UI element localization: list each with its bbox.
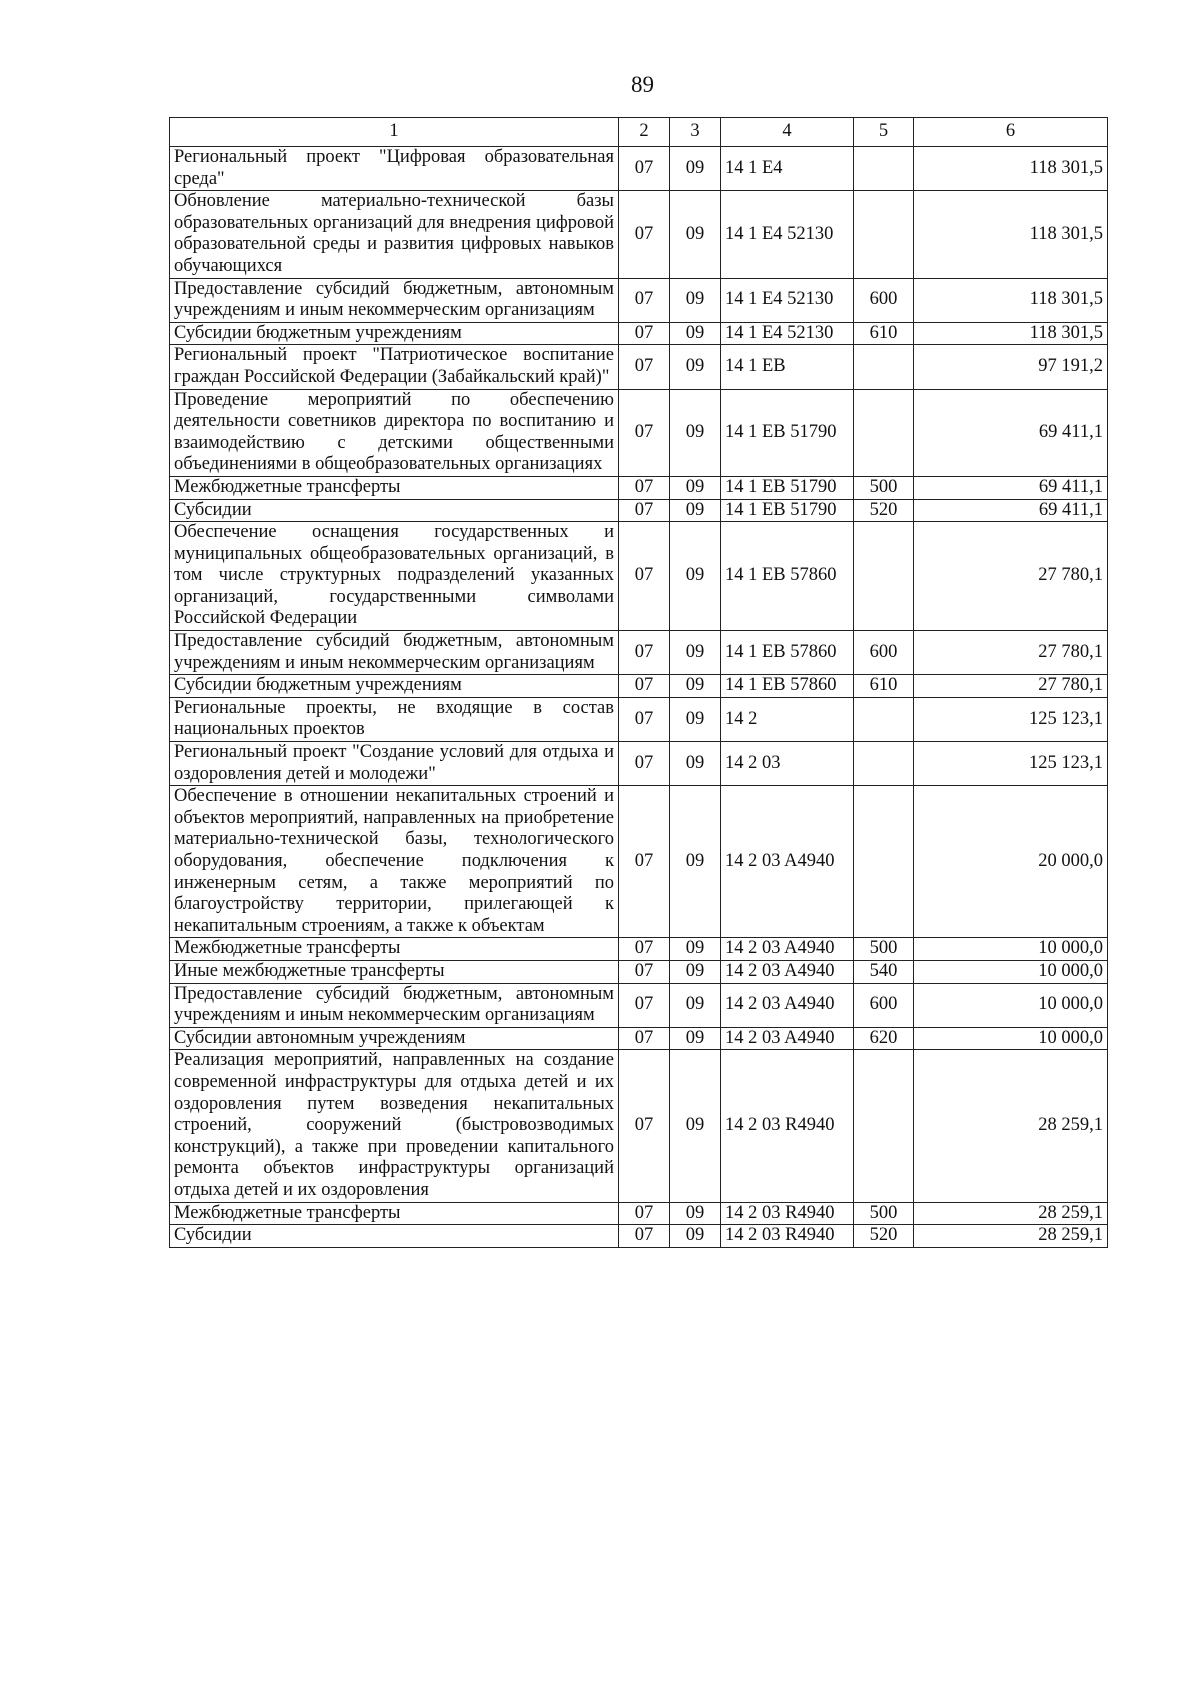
expense-type-code-cell [854, 345, 914, 389]
section-code-cell: 07 [619, 786, 670, 938]
target-article-code-cell: 14 1 EB 57860 [721, 522, 854, 631]
subsection-code-cell: 09 [670, 476, 721, 499]
header-cell-6: 6 [914, 118, 1108, 147]
table-row [170, 631, 1108, 675]
row-name-cell: Обеспечение в отношении некапитальных строений и объектов мероприятий, направленных на приобретение материально-технической базы, технологического оборудования, обеспечение подключения к инженерным сетям, а также мероприятий по благоустройству территории, прилегающей к некапитальным строениям, а также к объектам [170, 786, 619, 938]
section-code-cell: 07 [619, 191, 670, 278]
row-name-cell: Межбюджетные трансферты [170, 938, 619, 961]
target-article-code-cell: 14 2 [721, 697, 854, 741]
subsection-code-cell: 09 [670, 675, 721, 698]
subsection-code-cell: 09 [670, 983, 721, 1027]
header-cell-5: 5 [854, 118, 914, 147]
table-row [170, 960, 1108, 983]
section-code-cell: 07 [619, 742, 670, 786]
row-name-cell: Региональный проект "Патриотическое воспитание граждан Российской Федерации (Забайкальский край)" [170, 345, 619, 389]
target-article-code-cell: 14 1 EB 51790 [721, 389, 854, 476]
row-name-cell: Предоставление субсидий бюджетным, автономным учреждениям и иным некоммерческим организациям [170, 631, 619, 675]
section-code-cell: 07 [619, 389, 670, 476]
table-row [170, 278, 1108, 322]
subsection-code-cell: 09 [670, 1027, 721, 1050]
amount-cell: 118 301,5 [914, 322, 1108, 345]
table-row [170, 476, 1108, 499]
row-name-cell: Межбюджетные трансферты [170, 1202, 619, 1225]
amount-cell: 27 780,1 [914, 675, 1108, 698]
expense-type-code-cell: 540 [854, 960, 914, 983]
section-code-cell: 07 [619, 476, 670, 499]
amount-cell: 28 259,1 [914, 1225, 1108, 1248]
table-row [170, 499, 1108, 522]
amount-cell: 27 780,1 [914, 522, 1108, 631]
subsection-code-cell: 09 [670, 697, 721, 741]
row-name-cell: Реализация мероприятий, направленных на создание современной инфраструктуры для отдыха детей и их оздоровления путем возведения некапитальных строений, сооружений (быстровозводимых конструкций), а также при проведении капитального ремонта объектов инфраструктуры организаций отдыха детей и их оздоровления [170, 1050, 619, 1202]
subsection-code-cell: 09 [670, 389, 721, 476]
row-name-cell: Региональный проект "Создание условий для отдыха и оздоровления детей и молодежи" [170, 742, 619, 786]
expense-type-code-cell: 600 [854, 631, 914, 675]
target-article-code-cell: 14 2 03 R4940 [721, 1050, 854, 1202]
section-code-cell: 07 [619, 1225, 670, 1248]
section-code-cell: 07 [619, 675, 670, 698]
table-row [170, 1027, 1108, 1050]
table-row [170, 322, 1108, 345]
header-cell-3: 3 [670, 118, 721, 147]
expense-type-code-cell: 600 [854, 278, 914, 322]
amount-cell: 27 780,1 [914, 631, 1108, 675]
section-code-cell: 07 [619, 983, 670, 1027]
subsection-code-cell: 09 [670, 345, 721, 389]
subsection-code-cell: 09 [670, 786, 721, 938]
table-row [170, 1050, 1108, 1202]
section-code-cell: 07 [619, 147, 670, 191]
target-article-code-cell: 14 2 03 R4940 [721, 1225, 854, 1248]
table-row [170, 697, 1108, 741]
subsection-code-cell: 09 [670, 1225, 721, 1248]
expense-type-code-cell [854, 389, 914, 476]
amount-cell: 28 259,1 [914, 1050, 1108, 1202]
amount-cell: 125 123,1 [914, 742, 1108, 786]
target-article-code-cell: 14 1 E4 52130 [721, 191, 854, 278]
section-code-cell: 07 [619, 1027, 670, 1050]
section-code-cell: 07 [619, 938, 670, 961]
target-article-code-cell: 14 2 03 A4940 [721, 983, 854, 1027]
expense-type-code-cell: 500 [854, 938, 914, 961]
row-name-cell: Обновление материально-технической базы образовательных организаций для внедрения цифровой образовательной среды и развития цифровых навыков обучающихся [170, 191, 619, 278]
section-code-cell: 07 [619, 322, 670, 345]
section-code-cell: 07 [619, 960, 670, 983]
row-name-cell: Субсидии бюджетным учреждениям [170, 675, 619, 698]
expense-type-code-cell: 500 [854, 1202, 914, 1225]
target-article-code-cell: 14 1 EB 51790 [721, 499, 854, 522]
target-article-code-cell: 14 2 03 R4940 [721, 1202, 854, 1225]
target-article-code-cell: 14 2 03 A4940 [721, 938, 854, 961]
expense-type-code-cell [854, 147, 914, 191]
table-row [170, 522, 1108, 631]
row-name-cell: Предоставление субсидий бюджетным, автономным учреждениям и иным некоммерческим организациям [170, 278, 619, 322]
row-name-cell: Межбюджетные трансферты [170, 476, 619, 499]
amount-cell: 10 000,0 [914, 983, 1108, 1027]
expense-type-code-cell [854, 1050, 914, 1202]
subsection-code-cell: 09 [670, 278, 721, 322]
subsection-code-cell: 09 [670, 631, 721, 675]
target-article-code-cell: 14 2 03 A4940 [721, 960, 854, 983]
amount-cell: 28 259,1 [914, 1202, 1108, 1225]
table-row [170, 389, 1108, 476]
table-row [170, 191, 1108, 278]
subsection-code-cell: 09 [670, 147, 721, 191]
amount-cell: 125 123,1 [914, 697, 1108, 741]
table-row [170, 742, 1108, 786]
section-code-cell: 07 [619, 278, 670, 322]
table-row [170, 147, 1108, 191]
subsection-code-cell: 09 [670, 191, 721, 278]
table-header-row [170, 118, 1108, 147]
section-code-cell: 07 [619, 1050, 670, 1202]
table-row [170, 786, 1108, 938]
table-row [170, 1225, 1108, 1248]
expense-type-code-cell: 600 [854, 983, 914, 1027]
row-name-cell: Иные межбюджетные трансферты [170, 960, 619, 983]
amount-cell: 10 000,0 [914, 938, 1108, 961]
subsection-code-cell: 09 [670, 960, 721, 983]
target-article-code-cell: 14 1 EB [721, 345, 854, 389]
expense-type-code-cell: 610 [854, 675, 914, 698]
row-name-cell: Проведение мероприятий по обеспечению деятельности советников директора по воспитанию и взаимодействию с детскими общественными объединениями в общеобразовательных организациях [170, 389, 619, 476]
expense-type-code-cell [854, 697, 914, 741]
table-row [170, 675, 1108, 698]
budget-table [169, 117, 1108, 1248]
section-code-cell: 07 [619, 1202, 670, 1225]
amount-cell: 97 191,2 [914, 345, 1108, 389]
header-cell-4: 4 [721, 118, 854, 147]
header-cell-1: 1 [170, 118, 619, 147]
subsection-code-cell: 09 [670, 938, 721, 961]
section-code-cell: 07 [619, 345, 670, 389]
target-article-code-cell: 14 1 E4 52130 [721, 322, 854, 345]
expense-type-code-cell [854, 191, 914, 278]
expense-type-code-cell [854, 522, 914, 631]
row-name-cell: Субсидии [170, 1225, 619, 1248]
section-code-cell: 07 [619, 631, 670, 675]
table-row [170, 983, 1108, 1027]
target-article-code-cell: 14 1 EB 57860 [721, 631, 854, 675]
row-name-cell: Региональный проект "Цифровая образовательная среда" [170, 147, 619, 191]
target-article-code-cell: 14 2 03 A4940 [721, 786, 854, 938]
subsection-code-cell: 09 [670, 1050, 721, 1202]
amount-cell: 118 301,5 [914, 191, 1108, 278]
subsection-code-cell: 09 [670, 742, 721, 786]
amount-cell: 69 411,1 [914, 389, 1108, 476]
header-cell-2: 2 [619, 118, 670, 147]
amount-cell: 10 000,0 [914, 960, 1108, 983]
expense-type-code-cell: 620 [854, 1027, 914, 1050]
target-article-code-cell: 14 1 E4 [721, 147, 854, 191]
target-article-code-cell: 14 1 EB 57860 [721, 675, 854, 698]
row-name-cell: Обеспечение оснащения государственных и муниципальных общеобразовательных организаций, в том числе структурных подразделений указанных организаций, государственными символами Российской Федерации [170, 522, 619, 631]
target-article-code-cell: 14 1 EB 51790 [721, 476, 854, 499]
expense-type-code-cell: 610 [854, 322, 914, 345]
page-number: 89 [631, 72, 654, 97]
subsection-code-cell: 09 [670, 499, 721, 522]
amount-cell: 118 301,5 [914, 147, 1108, 191]
expense-type-code-cell [854, 742, 914, 786]
table-row [170, 1202, 1108, 1225]
expense-type-code-cell: 500 [854, 476, 914, 499]
amount-cell: 118 301,5 [914, 278, 1108, 322]
subsection-code-cell: 09 [670, 1202, 721, 1225]
target-article-code-cell: 14 1 E4 52130 [721, 278, 854, 322]
expense-type-code-cell: 520 [854, 499, 914, 522]
amount-cell: 69 411,1 [914, 476, 1108, 499]
row-name-cell: Предоставление субсидий бюджетным, автономным учреждениям и иным некоммерческим организациям [170, 983, 619, 1027]
target-article-code-cell: 14 2 03 [721, 742, 854, 786]
row-name-cell: Субсидии [170, 499, 619, 522]
table-row [170, 938, 1108, 961]
amount-cell: 10 000,0 [914, 1027, 1108, 1050]
section-code-cell: 07 [619, 697, 670, 741]
subsection-code-cell: 09 [670, 522, 721, 631]
target-article-code-cell: 14 2 03 A4940 [721, 1027, 854, 1050]
row-name-cell: Региональные проекты, не входящие в состав национальных проектов [170, 697, 619, 741]
expense-type-code-cell [854, 786, 914, 938]
section-code-cell: 07 [619, 522, 670, 631]
expense-type-code-cell: 520 [854, 1225, 914, 1248]
subsection-code-cell: 09 [670, 322, 721, 345]
table-row [170, 345, 1108, 389]
amount-cell: 20 000,0 [914, 786, 1108, 938]
amount-cell: 69 411,1 [914, 499, 1108, 522]
row-name-cell: Субсидии бюджетным учреждениям [170, 322, 619, 345]
row-name-cell: Субсидии автономным учреждениям [170, 1027, 619, 1050]
section-code-cell: 07 [619, 499, 670, 522]
